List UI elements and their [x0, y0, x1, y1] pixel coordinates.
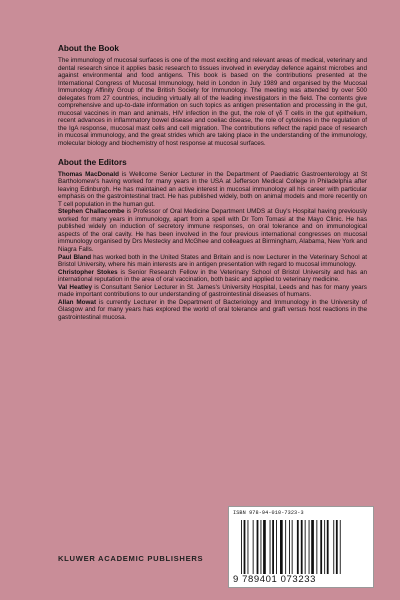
barcode-bar — [340, 520, 341, 574]
editor-name: Allan Mowat — [58, 298, 97, 306]
isbn-label: ISBN 978-94-010-7323-3 — [233, 510, 304, 516]
editor-text: is currently Lecturer in the Department of Bacteriology and Immunology in the University of Glasgow and for many years has explored the world of oral tolerance and graft versus host reactions in the gastrointestinal mucosa. — [58, 298, 367, 321]
barcode-bar — [257, 520, 259, 574]
editor-bio — [58, 254, 367, 269]
editor-bio — [58, 171, 367, 209]
editor-bio — [58, 269, 367, 284]
editor-name: Val Heatley — [58, 283, 92, 291]
barcode-bar — [297, 520, 299, 574]
about-editors-heading: About the Editors — [58, 157, 127, 167]
barcode-number: 9 789401 073233 — [233, 574, 316, 585]
back-cover-text — [58, 44, 367, 322]
barcode-bar — [272, 520, 274, 574]
barcode-bar — [270, 520, 271, 574]
about-book-heading: About the Book — [58, 44, 119, 53]
barcode-bar — [333, 520, 334, 574]
barcode-bar — [336, 520, 338, 574]
barcode-bar — [261, 520, 262, 574]
barcode-bar — [311, 520, 314, 574]
barcode-bar — [280, 520, 283, 574]
barcode-bar — [316, 520, 317, 574]
about-editors-section — [58, 158, 367, 322]
barcode-bar — [253, 520, 254, 574]
editor-bio — [58, 208, 367, 253]
barcode-bar — [327, 520, 329, 574]
editor-text: is Consultant Senior Lecturer in St. James's University Hospital, Leeds and has for many years made important contributions to our understanding of gastrointestinal diseases of humans. — [58, 283, 367, 299]
barcode-bar — [305, 520, 306, 574]
publisher-name: KLUWER ACADEMIC PUBLISHERS — [58, 554, 204, 563]
editor-bio — [58, 284, 367, 299]
barcode-bar — [301, 520, 303, 574]
barcode-bar — [241, 520, 242, 574]
editor-bio — [58, 299, 367, 322]
editor-text: is Wellcome Senior Lecturer in the Department of Paediatric Gastroenterology at St Bartholomew's having worked for many years in the USA at Jefferson Medical College in Philadelphia after leaving Edinburgh. He has maintained an active interest in mucosal immunology all his career with particular emphasis on the gastrointestinal tract. He has published widely, both on animal models and more recently on T cell population in the human gut. — [58, 170, 368, 208]
isbn-barcode-box — [228, 506, 374, 588]
editor-text: has worked both in the United States and Britain and is now Lecturer in the Veterinary School at Bristol University, where his main interests are in antigen presentation with regard to mucosal immunology. — [58, 253, 367, 269]
editor-text: is Professor of Oral Medicine Department UMDS at Guy's Hospital having previously worked for many years in immunology, apart from a spell with Dr Tom Tomasi at the Mayo Clinic. He has published widely on induction of secretory immune responses, on oral tolerance and on immunological aspects of the oral cavity. He has been involved in the four previous international congresses on mucosal immunology organised by Drs Mestecky and McGhee and colleagues at Birmingham, Alabama, New York and Niagra Falls. — [58, 208, 367, 254]
editor-name: Stephen Challacombe — [58, 208, 125, 216]
barcode-bar — [263, 520, 266, 574]
barcode-bar — [320, 520, 322, 574]
editor-name: Paul Bland — [58, 253, 92, 261]
barcode-bar — [324, 520, 325, 574]
barcode-bar — [289, 520, 290, 574]
barcode-bar — [309, 520, 310, 574]
barcode-bar — [276, 520, 277, 574]
barcode-graphic — [239, 520, 365, 574]
editor-name: Christopher Stokes — [58, 268, 118, 276]
barcode-bar — [285, 520, 286, 574]
barcode-bar — [244, 520, 246, 574]
about-book-text: The immunology of mucosal surfaces is one of the most exciting and relevant areas of medical, veterinary and dental research since it applies basic research to tissues involved in everyday defence against microbes and against environmental and food antigens. This book is based on the contributions presented at the International Congress of Mucosal Immunology, held in London in July 1989 and organised by the Mucosal Immunology Affinity Group of the British Society for Immunology. The meeting was attended by over 500 delegates from 27 countries, including virtually all of the leading investigators in the field. The contents give comprehensive and up-to-date information on such topics as antigen presentation and processing in the gut, mucosal vaccines in man and animals, HIV infection in the gut, the role of γδ T cells in the gut epithelium, recent advances in inflammatory bowel disease and coeliac disease, the role of cytokines in the regulation of the IgA response, mucosal mast cells and cell migration. The contributions reflect the rapid pace of research in mucosal immunology, and the great strides which are taking place in the understanding of the immunology, molecular biology and biochemistry of host response at mucosal surfaces. — [58, 57, 367, 148]
barcode-bar — [248, 520, 249, 574]
editor-name: Thomas MacDonald — [58, 170, 119, 178]
editor-text: is Senior Research Fellow in the Veterinary School of Bristol University and has an international reputation in the area of oral vaccination, both basic and applied to veterinary medicine. — [58, 268, 368, 284]
barcode-bar — [292, 520, 293, 574]
